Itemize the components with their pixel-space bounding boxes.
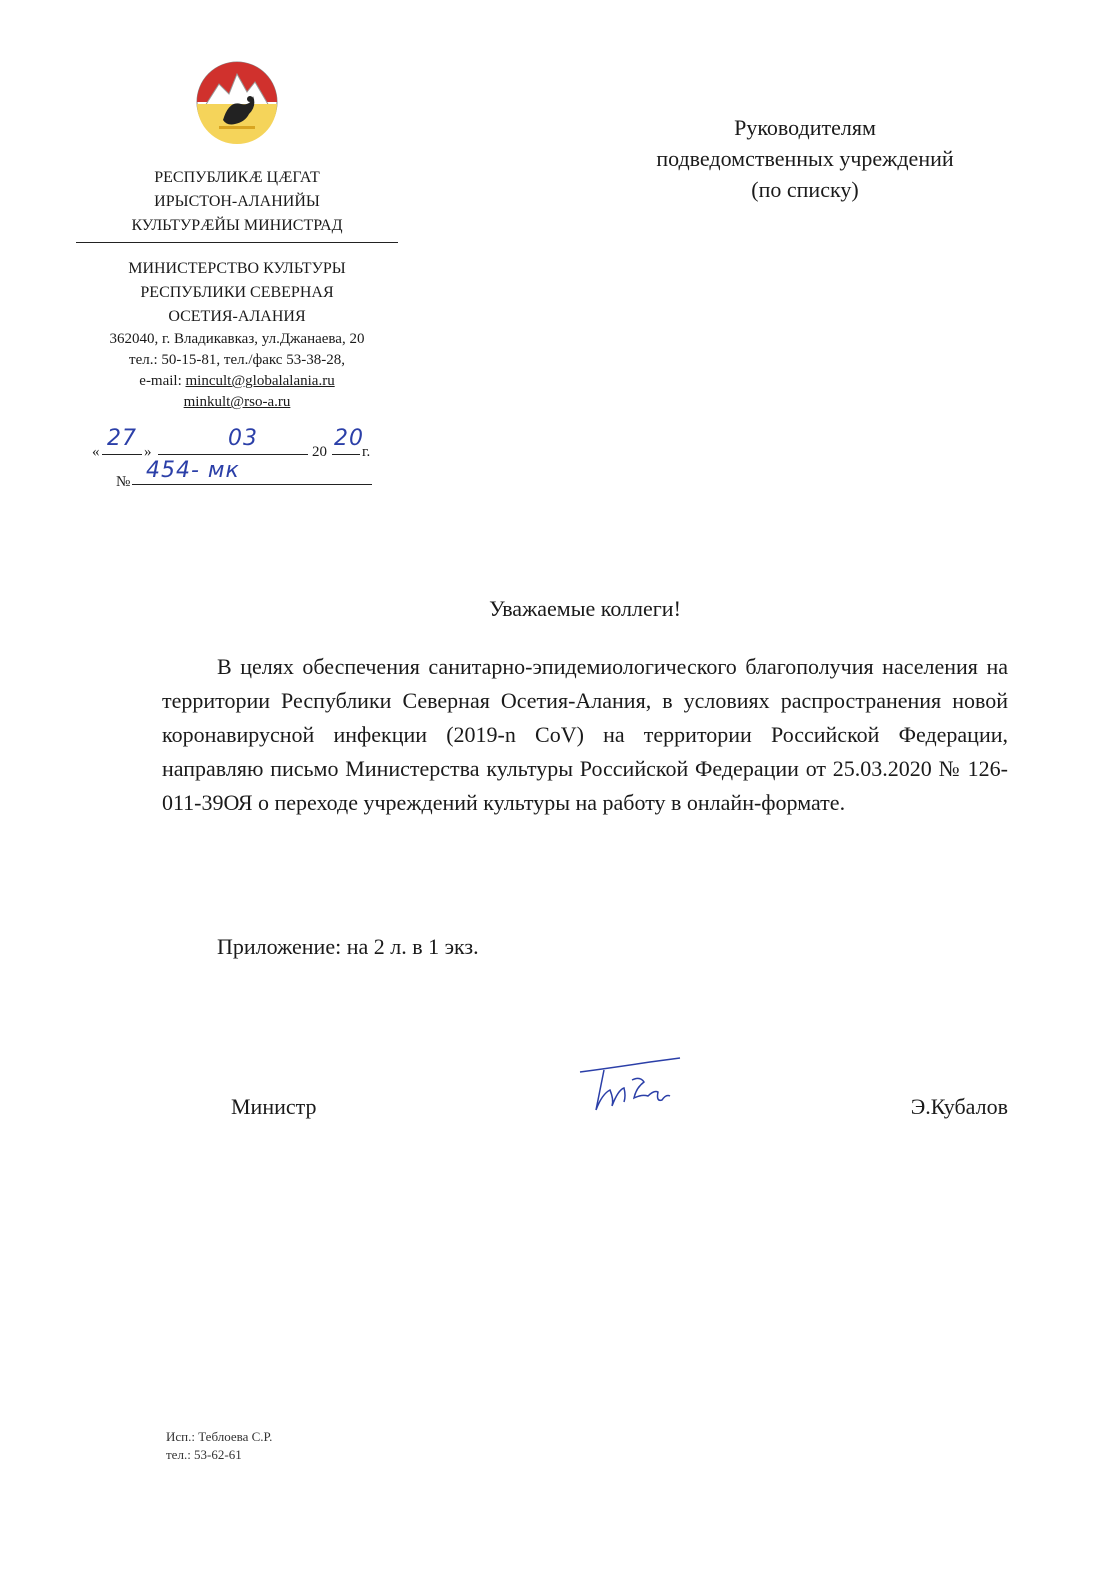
- ministry-email-line: e-mail: mincult@globalalania.ru: [139, 373, 335, 389]
- letterhead-divider: [76, 242, 398, 243]
- russian-ministry-name: МИНИСТЕРСТВО КУЛЬТУРЫ РЕСПУБЛИКИ СЕВЕРНАЯ ОСЕТИЯ-АЛАНИЯ: [128, 260, 346, 325]
- signature-icon: [570, 1050, 690, 1120]
- appendix-note: Приложение: на 2 л. в 1 экз.: [217, 934, 479, 959]
- date-month: 03: [228, 426, 258, 451]
- date-year: 20: [334, 426, 364, 451]
- ossetian-ministry-name: РЕСПУБЛИКÆ ЦÆГАТ ИРЫСТОН-АЛАНИЙЫ КУЛЬТУРÆЙЫ МИНИСТРАД: [131, 169, 343, 234]
- document-number: № 454- мк: [116, 462, 374, 492]
- executor-name: Исп.: Теблоева С.Р.: [166, 1429, 273, 1444]
- coat-of-arms-icon: [195, 60, 279, 144]
- document-date: « 27 » 03 20 20 г.: [92, 426, 371, 460]
- addressee-block: Руководителям подведомственных учреждений (по списку): [656, 115, 954, 202]
- greeting: Уважаемые коллеги!: [489, 596, 681, 621]
- executor-info: [166, 1428, 272, 1464]
- letterhead: [76, 60, 398, 413]
- document-number-value: 454- мк: [146, 458, 240, 483]
- signatory-name: Э.Кубалов: [910, 1094, 1008, 1119]
- signatory-title: Министр: [231, 1094, 317, 1119]
- executor-phone: тел.: 53-62-61: [166, 1447, 242, 1462]
- email-link-1[interactable]: mincult@globalalania.ru: [185, 373, 335, 389]
- ministry-address: 362040, г. Владикавказ, ул.Джанаева, 20: [109, 331, 365, 347]
- ministry-contacts: [76, 329, 398, 413]
- date-day: 27: [107, 426, 137, 451]
- email-link-2[interactable]: minkult@rso-a.ru: [183, 394, 291, 410]
- letter-body: В целях обеспечения санитарно-эпидемиологического благополучия населения на территории Республики Северная Осетия-Алания, в условиях распространения новой коронавирусной инфекции (2019-n CoV) на территории Российской Федерации, направляю письмо Министерства культуры Российской Федерации от 25.03.2020 № 126-011-39ОЯ о переходе учреждений культуры на работу в онлайн-формате.: [162, 654, 1008, 815]
- ministry-phones: тел.: 50-15-81, тел./факс 53-38-28,: [129, 352, 345, 368]
